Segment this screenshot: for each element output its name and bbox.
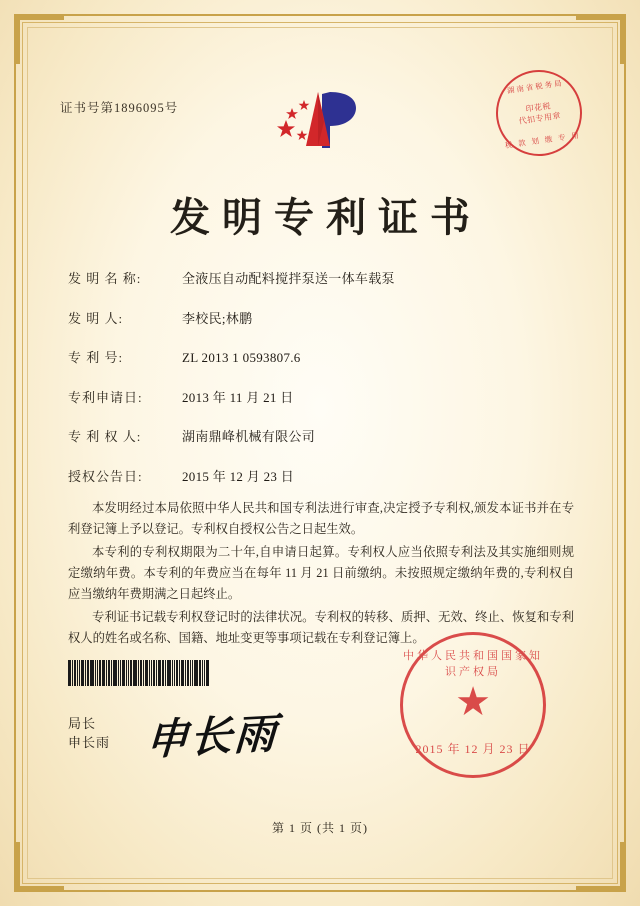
field-value: 2015 年 12 月 23 日 (182, 468, 295, 484)
barcode (68, 660, 228, 686)
field-label: 授权公告日: (68, 468, 143, 484)
tax-seal-arc-bottom: 税 款 划 缴 专 用 (504, 130, 582, 151)
field-label: 发 明 名 称: (68, 271, 142, 286)
page-footer: 第 1 页 (共 1 页) (272, 821, 368, 835)
paragraph-1: 本发明经过本局依照中华人民共和国专利法进行审查,决定授予专利权,颁发本证书并在专利登记簿上予以登记。专利权自授权公告之日起生效。 (68, 501, 574, 536)
tax-seal-arc-top: 湖南省税务局 (506, 78, 565, 96)
field-label: 发 明 人: (68, 310, 124, 326)
field-application-date (68, 387, 572, 406)
certificate-number: 证书号第1896095号 (60, 101, 179, 115)
tax-seal-line1: 印花税 (524, 101, 552, 114)
field-value: 全液压自动配料搅拌泵送一体车载泵 (182, 271, 395, 286)
star-icon: ★ (455, 678, 491, 724)
paragraph-2: 本专利的专利权期限为二十年,自申请日起算。专利权人应当依照专利法及其实施细则规定缴纳年费。本专利的年费应当在每年 11 月 21 日前缴纳。未按照规定缴纳年费的,专利权自应当缴纳年费期满之日起终止。 (68, 545, 574, 601)
tax-seal-lines (497, 96, 581, 129)
handwritten-signature: 申长雨 (144, 708, 280, 765)
official-seal-date: 2015 年 12 月 23 日 (415, 742, 531, 756)
certificate-content (36, 36, 604, 870)
sipo-logo-icon (260, 84, 380, 162)
paragraph-3: 专利证书记载专利权登记时的法律状况。专利权的转移、质押、无效、终止、恢复和专利权人的姓名或名称、国籍、地址变更等事项记载在专利登记簿上。 (68, 610, 574, 645)
official-seal (400, 632, 546, 778)
signature-role-label: 局长 (68, 716, 97, 731)
official-seal-arc-text: 中华人民共和国国家知识产权局 (403, 650, 543, 678)
field-label: 专利申请日: (68, 389, 143, 405)
field-patentee (68, 426, 572, 445)
field-patent-number (68, 347, 572, 366)
field-label: 专 利 号: (68, 350, 124, 365)
field-list (68, 268, 572, 505)
field-value: ZL 2013 1 0593807.6 (182, 350, 301, 365)
body-paragraphs (68, 498, 574, 651)
tax-seal-line2: 代扣专用章 (518, 111, 562, 126)
field-label: 专 利 权 人: (68, 429, 142, 444)
tax-stamp-seal (490, 64, 587, 161)
field-value: 李校民;林鹏 (182, 310, 253, 326)
field-value: 湖南鼎峰机械有限公司 (182, 429, 316, 444)
document-title: 发明专利证书 (170, 195, 482, 240)
signature-name-label: 申长雨 (68, 735, 111, 750)
field-invention-name (68, 268, 572, 287)
field-value: 2013 年 11 月 21 日 (182, 389, 294, 405)
field-grant-date (68, 466, 572, 485)
signature-block (68, 714, 110, 752)
field-inventors (68, 308, 572, 327)
